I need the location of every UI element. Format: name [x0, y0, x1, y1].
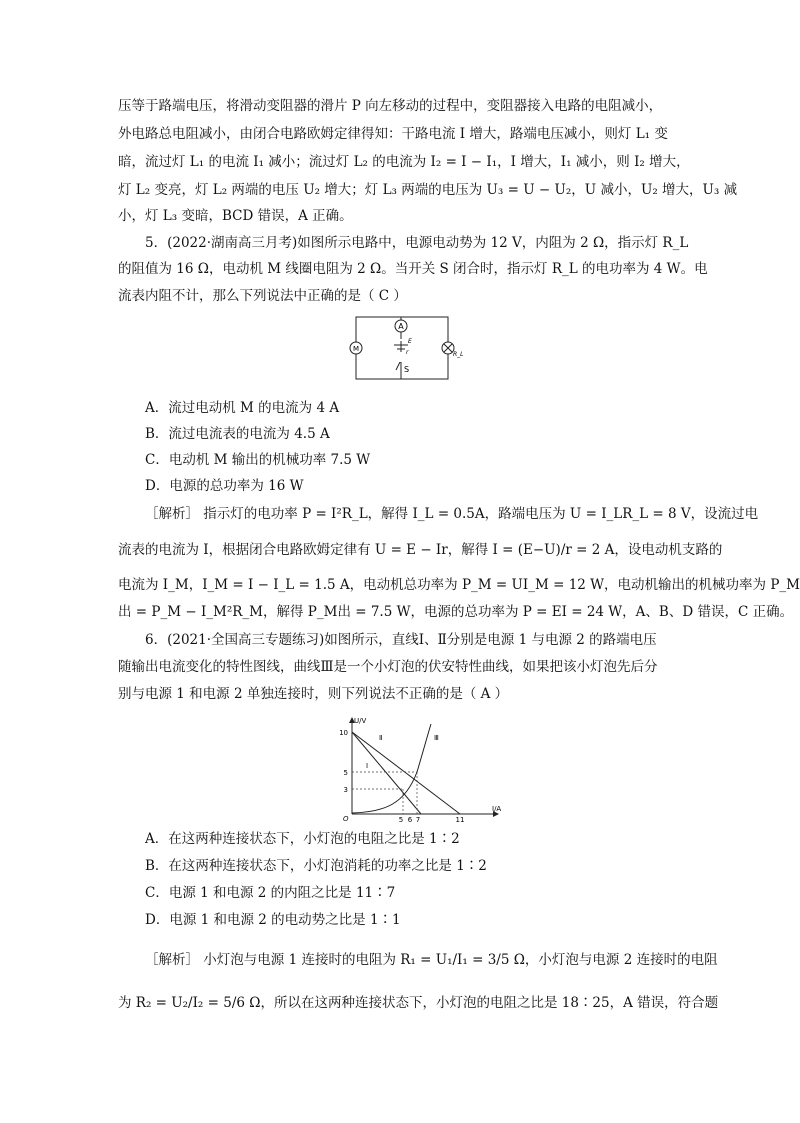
q6-option: B．在这两种连接状态下，小灯泡消耗的功率之比是 1∶2: [145, 858, 487, 874]
q6-option: A．在这两种连接状态下，小灯泡的电阻之比是 1∶2: [145, 831, 460, 847]
y-tick: 3: [343, 786, 348, 794]
line-I-label: Ⅰ: [366, 762, 369, 770]
y-axis-label: U/V: [354, 717, 367, 725]
text-line: 压等于路端电压，将滑动变阻器的滑片 P 向左移动的过程中，变阻器接入电路的电阻减小，: [118, 98, 663, 114]
origin-label: O: [343, 815, 349, 823]
q6-option: D．电源 1 和电源 2 的电动势之比是 1∶1: [145, 912, 401, 928]
ammeter-label: A: [398, 322, 404, 331]
text-line: 外电路总电阻减小，由闭合电路欧姆定律得知：干路电流 I 增大，路端电压减小，则灯 L₁ 变: [118, 126, 668, 142]
q5-circuit-diagram: [346, 312, 464, 388]
switch-label: S: [404, 365, 410, 374]
text-line: 暗，流过灯 L₁ 的电流 I₁ 减小；流过灯 L₂ 的电流为 I₂ = I − I₁，I 增大，I₁ 减小，则 I₂ 增大，: [118, 154, 690, 170]
lamp-label: R_L: [453, 351, 464, 358]
q5-analysis-line: ［解析］ 指示灯的电功率 P = I²R_L，解得 I_L = 0.5A，路端电压为 U = I_LR_L = 8 V，设流过电: [145, 506, 759, 522]
line-I: [352, 732, 421, 814]
line-II: [352, 732, 460, 814]
x-axis-label: I/A: [492, 805, 502, 813]
x-tick: 6: [407, 816, 413, 824]
y-tick: 5: [343, 769, 348, 777]
q5-option: A．流过电动机 M 的电流为 4 A: [145, 400, 340, 416]
x-tick: 11: [455, 816, 465, 824]
r-label: r: [406, 349, 409, 356]
q5-stem-line: 流表内阻不计，那么下列说法中正确的是（ C ）: [118, 288, 407, 304]
q6-analysis-line: 为 R₂ = U₂/I₂ = 5/6 Ω，所以在这两种连接状态下，小灯泡的电阻之比是 18∶25，A 错误，符合题: [118, 995, 719, 1011]
q5-option: C．电动机 M 输出的机械功率 7.5 W: [145, 452, 371, 468]
q6-stem-line: 随输出电流变化的特性图线，曲线Ⅲ是一个小灯泡的伏安特性曲线，如果把该小灯泡先后分: [118, 659, 658, 675]
q5-analysis-line: 电流为 I_M，I_M = I − I_L = 1.5 A，电动机总功率为 P_M = UI_M = 12 W，电动机输出的机械功率为 P_M: [118, 577, 800, 593]
text-line: 小，灯 L₃ 变暗，BCD 错误，A 正确。: [118, 208, 353, 224]
y-tick: 10: [339, 729, 348, 737]
q5-stem-line: 5．(2022·湖南高三月考)如图所示电路中，电源电动势为 12 V，内阻为 2 Ω，指示灯 R_L: [145, 235, 689, 251]
q6-analysis-line: ［解析］ 小灯泡与电源 1 连接时的电阻为 R₁ = U₁/I₁ = 3/5 Ω，小灯泡与电源 2 连接时的电阻: [145, 952, 718, 968]
curve-III-label: Ⅲ: [434, 734, 439, 742]
line-II-label: Ⅱ: [379, 734, 383, 742]
q5-analysis-line: 流表的电流为 I，根据闭合电路欧姆定律有 U = E − Ir，解得 I = (E−U)/r = 2 A，设电动机支路的: [118, 542, 723, 558]
q5-option: B．流过电流表的电流为 4.5 A: [145, 426, 330, 442]
q6-stem-line: 6．(2021·全国高三专题练习)如图所示，直线Ⅰ、Ⅱ分别是电源 1 与电源 2 的路端电压: [145, 632, 657, 648]
q5-option: D．电源的总功率为 16 W: [145, 478, 304, 494]
emf-label: E: [408, 338, 412, 345]
text-line: 灯 L₂ 变亮，灯 L₂ 两端的电压 U₂ 增大；灯 L₃ 两端的电压为 U₃ = U − U₂，U 减小，U₂ 增大，U₃ 减: [118, 182, 738, 198]
motor-label: M: [352, 345, 360, 353]
x-tick: 5: [398, 816, 404, 824]
q5-analysis-line: 出 = P_M − I_M²R_M，解得 P_M出 = 7.5 W，电源的总功率为 P = EI = 24 W，A、B、D 错误，C 正确。: [118, 604, 794, 620]
curve-III: [352, 724, 431, 813]
q6-stem-line: 别与电源 1 和电源 2 单独连接时，则下列说法不正确的是（ A ）: [118, 686, 509, 702]
q6-characteristic-graph: [330, 712, 510, 828]
x-tick: 7: [415, 816, 421, 824]
q6-option: C．电源 1 和电源 2 的内阻之比是 11∶7: [145, 885, 396, 901]
q5-stem-line: 的阻值为 16 Ω，电动机 M 线圈电阻为 2 Ω。当开关 S 闭合时，指示灯 R_L 的电功率为 4 W。电: [118, 261, 708, 277]
